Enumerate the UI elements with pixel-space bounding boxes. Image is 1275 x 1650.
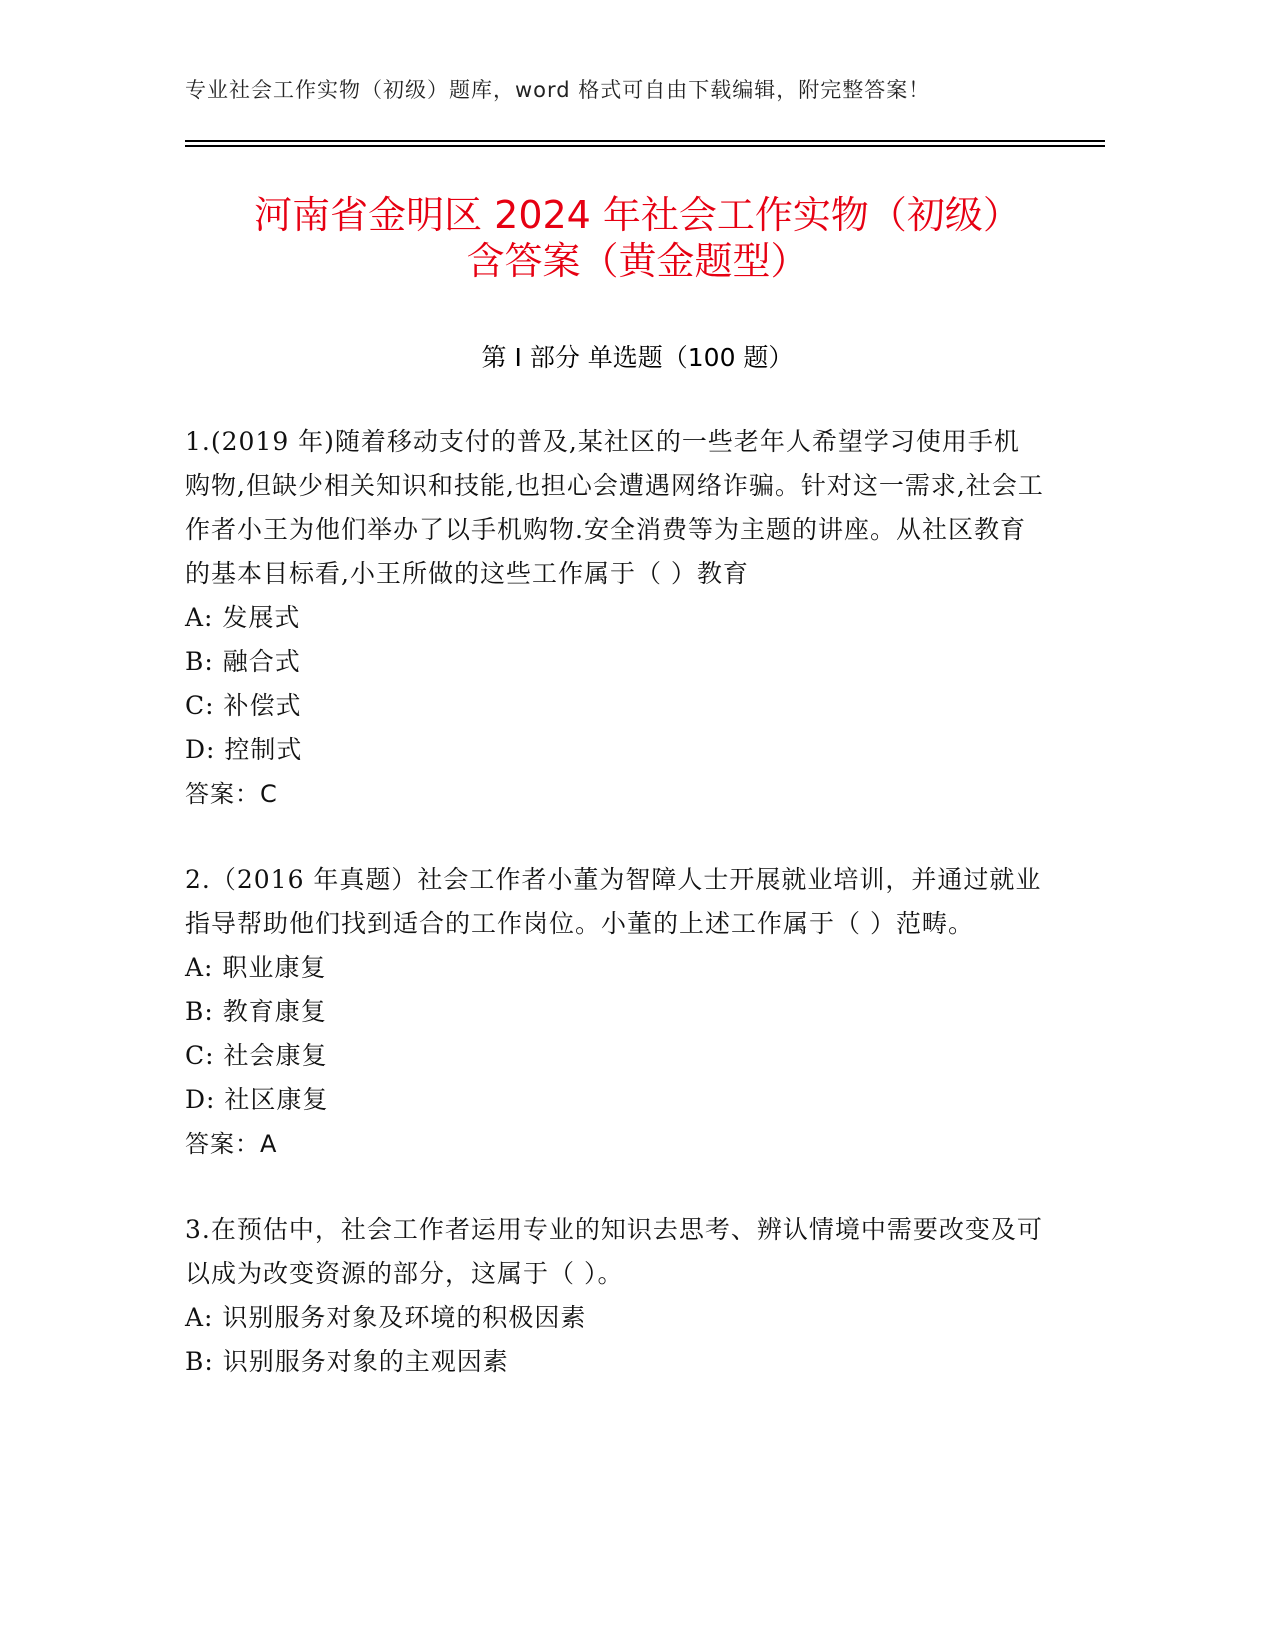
header-rule-top xyxy=(185,140,1105,142)
title-line-1: 河南省金明区 2024 年社会工作实物（初级） xyxy=(254,193,1021,237)
question-stem: 1.(2019 年)随着移动支付的普及,某社区的一些老年人希望学习使用手机购物,但缺少相关知识和技能,也担心会遭遇网络诈骗。针对这一需求,社会工作者小王为他们举办了以手机购物.安全消费等为主题的讲座。从社区教育的基本目标看,小王所做的这些工作属于（ ）教育 xyxy=(185,427,1044,588)
question-2 xyxy=(185,858,1045,1166)
answer: 答案：A xyxy=(185,1130,278,1158)
option-d: D: 控制式 xyxy=(185,735,303,764)
section-title: 第 I 部分 单选题（100 题） xyxy=(481,343,794,372)
option-a: A: 职业康复 xyxy=(185,953,327,982)
document-title xyxy=(0,192,1275,284)
title-line-2: 含答案（黄金题型） xyxy=(466,239,809,283)
header-rule-bottom xyxy=(185,145,1105,147)
question-list xyxy=(185,420,1045,1426)
option-d: D: 社区康复 xyxy=(185,1085,329,1114)
option-b: B: 融合式 xyxy=(185,647,301,676)
option-a: A: 识别服务对象及环境的积极因素 xyxy=(185,1303,587,1332)
option-b: B: 教育康复 xyxy=(185,997,327,1026)
option-c: C: 社会康复 xyxy=(185,1041,328,1070)
question-stem: 3.在预估中，社会工作者运用专业的知识去思考、辨认情境中需要改变及可以成为改变资源的部分，这属于（ ）。 xyxy=(185,1215,1043,1288)
header-note: 专业社会工作实物（初级）题库，word 格式可自由下载编辑，附完整答案！ xyxy=(185,78,931,102)
question-1 xyxy=(185,420,1045,816)
option-c: C: 补偿式 xyxy=(185,691,302,720)
option-a: A: 发展式 xyxy=(185,603,301,632)
option-b: B: 识别服务对象的主观因素 xyxy=(185,1347,509,1376)
question-stem: 2.（2016 年真题）社会工作者小董为智障人士开展就业培训，并通过就业指导帮助他们找到适合的工作岗位。小董的上述工作属于（ ）范畴。 xyxy=(185,865,1042,938)
question-3 xyxy=(185,1208,1045,1384)
answer: 答案：C xyxy=(185,780,278,808)
